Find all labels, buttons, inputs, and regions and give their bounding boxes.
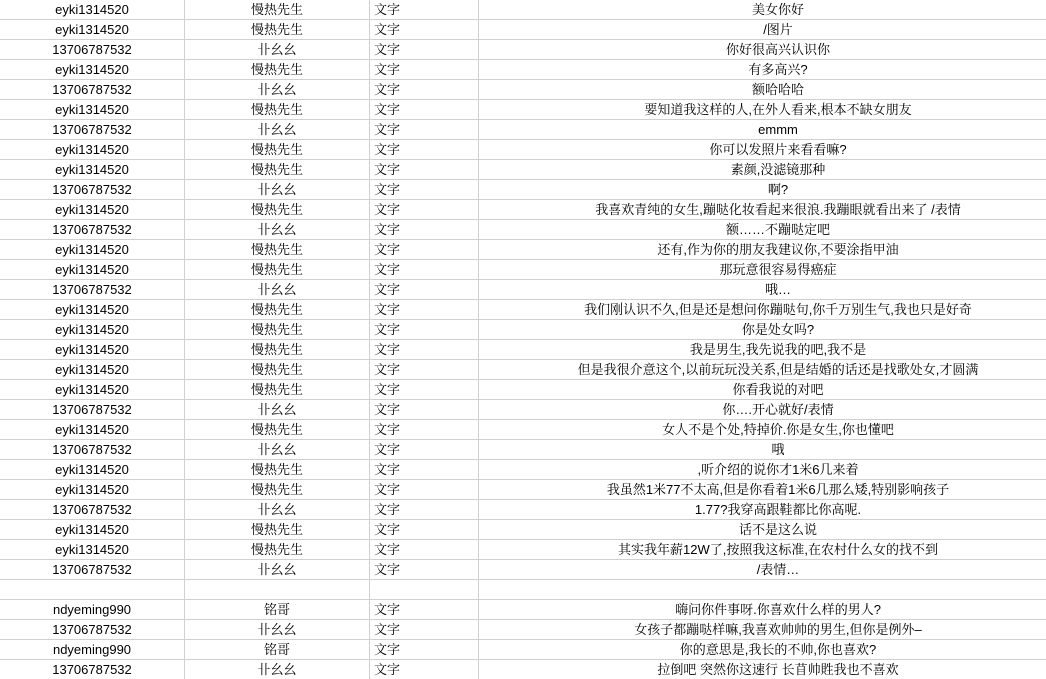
cell-content: 你看我说的对吧 (479, 380, 1046, 400)
cell-content: 女人不是个处,特掉价.你是女生,你也懂吧 (479, 420, 1046, 440)
table-row (0, 320, 1046, 340)
cell-content: 额哈哈哈 (479, 80, 1046, 100)
table-row (0, 300, 1046, 320)
cell-sender_id: eyki1314520 (0, 160, 185, 180)
cell-sender_id: eyki1314520 (0, 200, 185, 220)
table-row (0, 420, 1046, 440)
table-row (0, 60, 1046, 80)
cell-sender_name: 慢热先生 (185, 300, 370, 320)
table-row (0, 160, 1046, 180)
cell-sender_name: 卝幺幺 (185, 180, 370, 200)
cell-msg_type: 文字 (370, 640, 479, 660)
cell-content: 你可以发照片来看看嘛? (479, 140, 1046, 160)
cell-sender_name: 卝幺幺 (185, 560, 370, 580)
table-row (0, 440, 1046, 460)
cell-sender_name: 卝幺幺 (185, 440, 370, 460)
cell-content: 哦… (479, 280, 1046, 300)
table-row (0, 280, 1046, 300)
cell-sender_name: 慢热先生 (185, 100, 370, 120)
cell-content: 你….开心就好/表情 (479, 400, 1046, 420)
cell-msg_type: 文字 (370, 0, 479, 20)
cell-sender_id: eyki1314520 (0, 300, 185, 320)
cell-sender_name: 铭哥 (185, 640, 370, 660)
cell-sender_name: 卝幺幺 (185, 40, 370, 60)
cell-content: 其实我年薪12W了,按照我这标准,在农村什么女的找不到 (479, 540, 1046, 560)
cell-msg_type: 文字 (370, 500, 479, 520)
cell-sender_id: 13706787532 (0, 660, 185, 679)
table-row (0, 620, 1046, 640)
table-row (0, 360, 1046, 380)
cell-sender_id: ndyeming990 (0, 640, 185, 660)
cell-sender_name: 慢热先生 (185, 140, 370, 160)
table-row (0, 460, 1046, 480)
cell-msg_type: 文字 (370, 120, 479, 140)
table-row (0, 200, 1046, 220)
cell-sender_id: eyki1314520 (0, 340, 185, 360)
cell-content: 我们刚认识不久,但是还是想问你蹦哒句,你千万别生气,我也只是好奇 (479, 300, 1046, 320)
cell-sender_name: 慢热先生 (185, 480, 370, 500)
cell-content: 但是我很介意这个,以前玩玩没关系,但是结婚的话还是找歌处女,才圆满 (479, 360, 1046, 380)
cell-msg_type: 文字 (370, 660, 479, 679)
cell-sender_name: 慢热先生 (185, 380, 370, 400)
cell-content: 要知道我这样的人,在外人看来,根本不缺女朋友 (479, 100, 1046, 120)
cell-sender_id: 13706787532 (0, 620, 185, 640)
cell-msg_type: 文字 (370, 540, 479, 560)
cell-content: 嗨问你件事呀.你喜欢什么样的男人? (479, 600, 1046, 620)
cell-content: /表情… (479, 560, 1046, 580)
cell-sender_name: 卝幺幺 (185, 220, 370, 240)
cell-sender_id: 13706787532 (0, 560, 185, 580)
cell-msg_type: 文字 (370, 420, 479, 440)
cell-sender_name: 慢热先生 (185, 260, 370, 280)
cell-sender_id: ndyeming990 (0, 600, 185, 620)
cell-msg_type: 文字 (370, 520, 479, 540)
cell-sender_id: eyki1314520 (0, 260, 185, 280)
cell-content: ,听介绍的说你才1米6几来着 (479, 460, 1046, 480)
table-row (0, 80, 1046, 100)
table-row (0, 120, 1046, 140)
table-row (0, 380, 1046, 400)
table-row (0, 240, 1046, 260)
cell-sender_id: eyki1314520 (0, 380, 185, 400)
table-row (0, 0, 1046, 20)
cell-msg_type: 文字 (370, 340, 479, 360)
cell-sender_id: eyki1314520 (0, 100, 185, 120)
cell-content: 素颜,没滤镜那种 (479, 160, 1046, 180)
cell-sender_id: eyki1314520 (0, 540, 185, 560)
cell-msg_type: 文字 (370, 240, 479, 260)
cell-msg_type: 文字 (370, 160, 479, 180)
cell-content: /图片 (479, 20, 1046, 40)
cell-msg_type: 文字 (370, 560, 479, 580)
cell-sender_id: 13706787532 (0, 280, 185, 300)
cell-msg_type: 文字 (370, 20, 479, 40)
cell-sender_name: 卝幺幺 (185, 620, 370, 640)
cell-content: emmm (479, 120, 1046, 140)
table-row (0, 220, 1046, 240)
table-row (0, 140, 1046, 160)
cell-sender_name: 慢热先生 (185, 320, 370, 340)
cell-content: 1.77?我穿高跟鞋都比你高呢. (479, 500, 1046, 520)
cell-content: 还有,作为你的朋友我建议你,不要涂指甲油 (479, 240, 1046, 260)
cell-content: 拉倒吧 突然你这速行 长苜帅貹我也不喜欢 (479, 660, 1046, 679)
cell-msg_type: 文字 (370, 320, 479, 340)
cell-content: 哦 (479, 440, 1046, 460)
cell-content: 我喜欢青纯的女生,蹦哒化妆看起来很浪.我蹦眼就看出来了 /表情 (479, 200, 1046, 220)
cell-sender_id: 13706787532 (0, 400, 185, 420)
cell-sender_id: 13706787532 (0, 80, 185, 100)
cell-sender_id: eyki1314520 (0, 360, 185, 380)
cell-content: 我虽然1米77不太高,但是你看着1米6几那么矮,特别影响孩子 (479, 480, 1046, 500)
cell-sender_id: eyki1314520 (0, 520, 185, 540)
cell-msg_type: 文字 (370, 220, 479, 240)
cell-sender_id: eyki1314520 (0, 480, 185, 500)
cell-sender_id: eyki1314520 (0, 0, 185, 20)
cell-sender_id: eyki1314520 (0, 240, 185, 260)
cell-content: 美女你好 (479, 0, 1046, 20)
table-row (0, 520, 1046, 540)
cell-sender_id: 13706787532 (0, 180, 185, 200)
cell-sender_name: 卝幺幺 (185, 120, 370, 140)
cell-msg_type: 文字 (370, 200, 479, 220)
table-row (0, 480, 1046, 500)
cell-content: 你好很高兴认识你 (479, 40, 1046, 60)
cell-content: 你的意思是,我长的不帅,你也喜欢? (479, 640, 1046, 660)
cell-content: 啊? (479, 180, 1046, 200)
table-row (0, 260, 1046, 280)
cell-sender_name: 慢热先生 (185, 200, 370, 220)
cell-sender_id: eyki1314520 (0, 60, 185, 80)
table-row (0, 540, 1046, 560)
cell-msg_type: 文字 (370, 100, 479, 120)
cell-sender_name: 慢热先生 (185, 420, 370, 440)
cell-sender_name: 慢热先生 (185, 520, 370, 540)
cell-sender_name: 慢热先生 (185, 540, 370, 560)
cell-sender_id: 13706787532 (0, 220, 185, 240)
cell-content: 那玩意很容易得癌症 (479, 260, 1046, 280)
cell-sender_id: eyki1314520 (0, 20, 185, 40)
cell-msg_type: 文字 (370, 460, 479, 480)
cell-content: 额……不蹦哒定吧 (479, 220, 1046, 240)
cell-msg_type: 文字 (370, 180, 479, 200)
table-row (0, 340, 1046, 360)
cell-sender_id: 13706787532 (0, 40, 185, 60)
cell-msg_type: 文字 (370, 140, 479, 160)
cell-msg_type: 文字 (370, 620, 479, 640)
cell-msg_type: 文字 (370, 300, 479, 320)
cell-msg_type: 文字 (370, 600, 479, 620)
table-row (0, 180, 1046, 200)
cell-sender_name: 慢热先生 (185, 160, 370, 180)
cell-content: 女孩子都蹦哒样嘛,我喜欢帅帅的男生,但你是例外– (479, 620, 1046, 640)
cell-msg_type (370, 580, 479, 600)
cell-content: 你是处女吗? (479, 320, 1046, 340)
table-row (0, 100, 1046, 120)
cell-sender_name: 卝幺幺 (185, 280, 370, 300)
table-row (0, 600, 1046, 620)
table-row (0, 640, 1046, 660)
cell-sender_id (0, 580, 185, 600)
cell-content: 话不是这么说 (479, 520, 1046, 540)
cell-msg_type: 文字 (370, 60, 479, 80)
cell-sender_id: 13706787532 (0, 500, 185, 520)
cell-msg_type: 文字 (370, 260, 479, 280)
table-row-spacer (0, 580, 1046, 600)
table-row (0, 560, 1046, 580)
cell-msg_type: 文字 (370, 40, 479, 60)
cell-msg_type: 文字 (370, 80, 479, 100)
cell-sender_name: 慢热先生 (185, 0, 370, 20)
cell-sender_name: 慢热先生 (185, 360, 370, 380)
cell-sender_name: 慢热先生 (185, 460, 370, 480)
cell-msg_type: 文字 (370, 440, 479, 460)
cell-sender_id: eyki1314520 (0, 320, 185, 340)
cell-sender_name: 卝幺幺 (185, 400, 370, 420)
cell-sender_name: 慢热先生 (185, 340, 370, 360)
cell-sender_name: 卝幺幺 (185, 80, 370, 100)
cell-msg_type: 文字 (370, 280, 479, 300)
table-row (0, 400, 1046, 420)
cell-sender_name: 慢热先生 (185, 240, 370, 260)
cell-msg_type: 文字 (370, 400, 479, 420)
table-row (0, 500, 1046, 520)
cell-sender_name: 卝幺幺 (185, 500, 370, 520)
cell-sender_id: eyki1314520 (0, 460, 185, 480)
cell-msg_type: 文字 (370, 480, 479, 500)
table-row (0, 660, 1046, 679)
cell-msg_type: 文字 (370, 380, 479, 400)
table-row (0, 20, 1046, 40)
cell-sender_name: 慢热先生 (185, 60, 370, 80)
cell-sender_id: 13706787532 (0, 440, 185, 460)
cell-sender_id: eyki1314520 (0, 420, 185, 440)
cell-content: 有多高兴? (479, 60, 1046, 80)
table-row (0, 40, 1046, 60)
cell-sender_id: 13706787532 (0, 120, 185, 140)
cell-content (479, 580, 1046, 600)
cell-sender_name: 铭哥 (185, 600, 370, 620)
cell-sender_name: 卝幺幺 (185, 660, 370, 679)
cell-sender_id: eyki1314520 (0, 140, 185, 160)
cell-content: 我是男生,我先说我的吧,我不是 (479, 340, 1046, 360)
cell-msg_type: 文字 (370, 360, 479, 380)
cell-sender_name (185, 580, 370, 600)
cell-sender_name: 慢热先生 (185, 20, 370, 40)
